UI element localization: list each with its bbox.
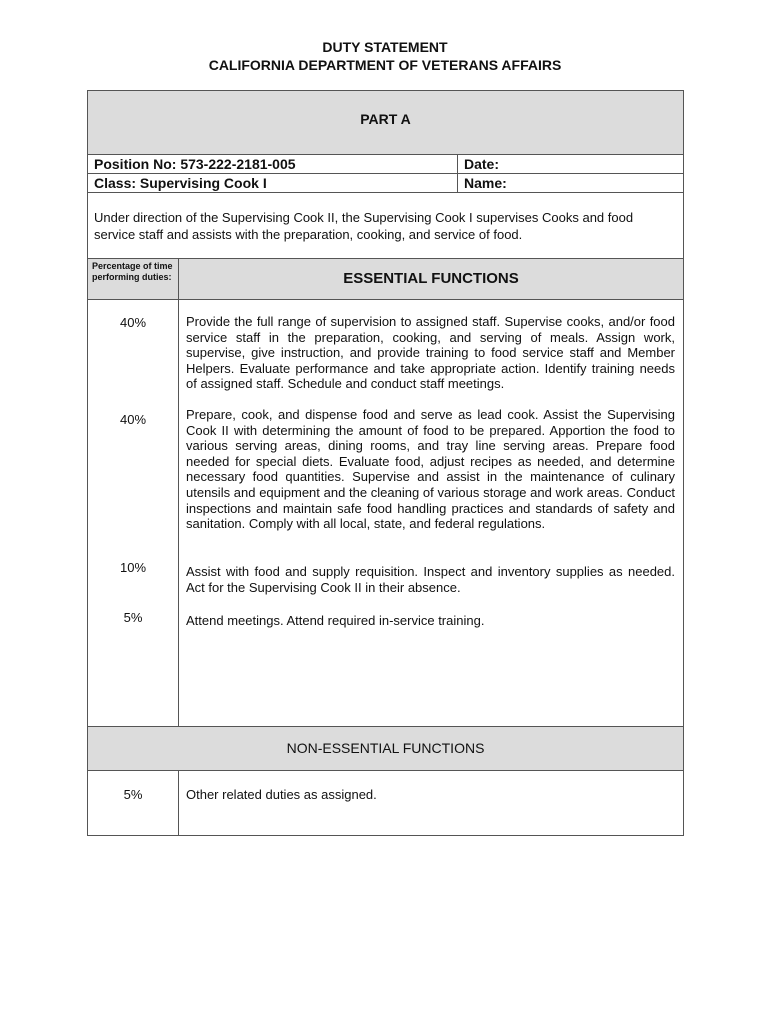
position-number: Position No: 573-222-2181-005	[88, 155, 458, 174]
duty-percentage: 40%	[119, 412, 147, 427]
non-essential-duties-table	[88, 771, 683, 835]
department-name: CALIFORNIA DEPARTMENT OF VETERANS AFFAIRS	[208, 57, 562, 73]
duty-description: Prepare, cook, and dispense food and serve as lead cook. Assist the Supervising Cook II with determining the amount of food to be prepared. Apportion the food to various serving areas, dining rooms, and tray line serving areas. Prepare food needed for special diets. Evaluate food, adjust recipes as needed, and determine necessary food quantities. Supervise and assist in the maintenance of culinary utensils and equipment and the cleaning of various storage and work areas. Conduct inspections and maintain safe food handling practices and standards of safety and sanitation. Comply with all local, state, and federal regulations.	[186, 407, 675, 532]
duty-description-column	[179, 771, 683, 835]
duty-percentage: 40%	[119, 315, 147, 330]
percentage-column	[88, 771, 179, 835]
duty-statement-form	[87, 90, 684, 836]
date-label: Date:	[458, 155, 683, 174]
part-a-header: PART A	[88, 91, 683, 155]
percentage-column-label: Percentage of time performing duties:	[88, 259, 179, 299]
duty-percentage: 10%	[119, 560, 147, 575]
name-label: Name:	[464, 175, 507, 191]
duty-description: Provide the full range of supervision to assigned staff. Supervise cooks, and/or food service staff in the preparation, cooking, and serving of meals. Assign work, supervise, give instruction, and provide training to food service staff and Member Helpers. Evaluate performance and take appropriate action. Identify training needs of assigned staff. Schedule and conduct staff meetings.	[186, 314, 675, 392]
document-header	[0, 38, 770, 74]
duty-description: Attend meetings. Attend required in-service training.	[186, 613, 485, 628]
non-essential-functions-header: NON-ESSENTIAL FUNCTIONS	[88, 727, 683, 771]
essential-functions-header	[88, 259, 683, 300]
duty-description: Assist with food and supply requisition. Inspect and inventory supplies as needed. Act for the Supervising Cook II in their absence.	[186, 564, 675, 595]
duty-percentage: 5%	[123, 610, 143, 625]
position-class: Class: Supervising Cook I	[88, 174, 458, 192]
percentage-column	[88, 300, 179, 726]
essential-duties-table	[88, 300, 683, 727]
position-summary: Under direction of the Supervising Cook II, the Supervising Cook I supervises Cooks and food service staff and assists with the preparation, cooking, and service of food.	[88, 193, 683, 259]
document-title: DUTY STATEMENT	[322, 39, 448, 55]
essential-functions-title: ESSENTIAL FUNCTIONS	[343, 270, 519, 287]
duty-percentage: 5%	[123, 787, 143, 802]
duty-description-column	[179, 300, 683, 726]
duty-description: Other related duties as assigned.	[186, 787, 377, 802]
position-info	[88, 155, 683, 193]
